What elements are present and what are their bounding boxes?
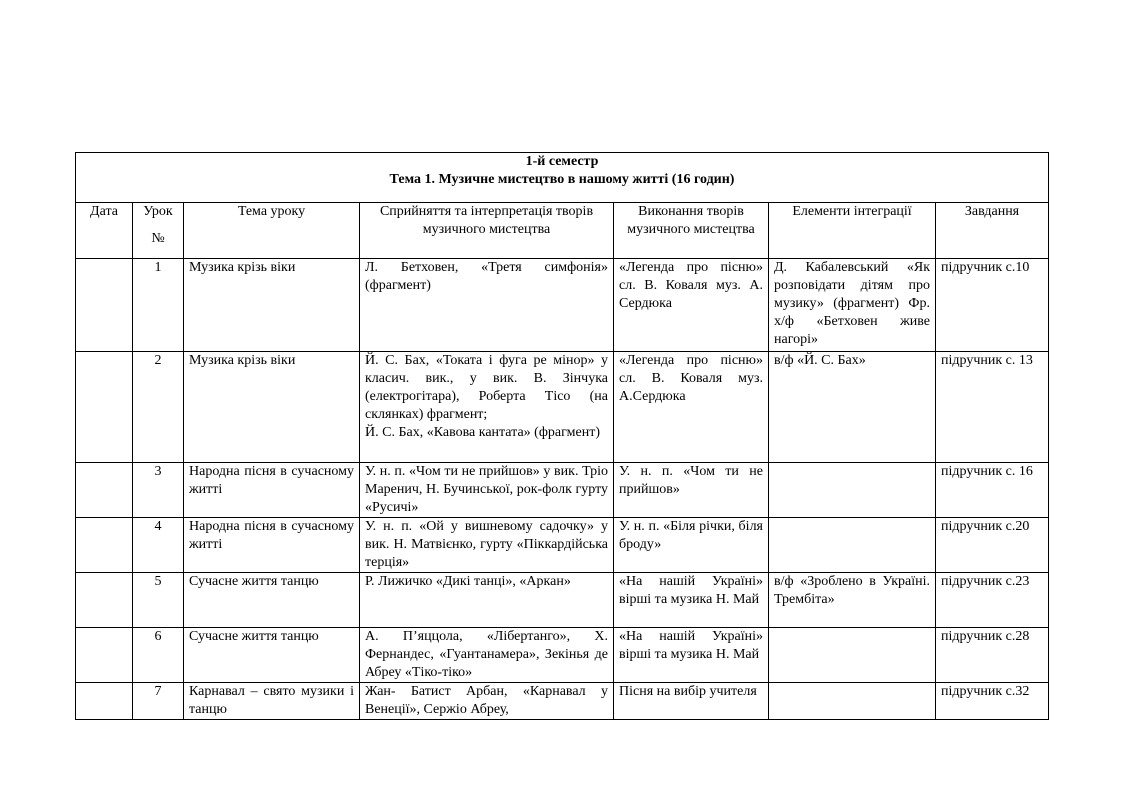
- integration-cell: в/ф «Й. С. Бах»: [769, 352, 936, 463]
- table-row: [76, 518, 1049, 573]
- header-perception: Сприйняття та інтерпретація творів музичного мистецтва: [360, 203, 614, 259]
- date-cell: [76, 463, 133, 518]
- task-cell: підручник с.32: [936, 683, 1049, 720]
- lesson-topic: Сучасне життя танцю: [184, 573, 360, 628]
- lesson-topic: Музика крізь віки: [184, 352, 360, 463]
- performance-cell: У. н. п. «Чом ти не прийшов»: [614, 463, 769, 518]
- task-cell: підручник с.28: [936, 628, 1049, 683]
- table-row: [76, 573, 1049, 628]
- lesson-topic: Сучасне життя танцю: [184, 628, 360, 683]
- performance-cell: «На нашій Україні» вірші та музика Н. Май: [614, 628, 769, 683]
- perception-cell: У. н. п. «Чом ти не прийшов» у вик. Тріо Маренич, Н. Бучинської, рок-фолк гурту «Русичі»: [360, 463, 614, 518]
- lesson-topic: Народна пісня в сучасному житті: [184, 518, 360, 573]
- lesson-number: 3: [133, 463, 184, 518]
- header-performance: Виконання творів музичного мистецтва: [614, 203, 769, 259]
- theme-title: Тема 1. Музичне мистецтво в нашому житті (16 годин): [389, 172, 735, 187]
- performance-cell: «На нашій Україні» вірші та музика Н. Май: [614, 573, 769, 628]
- task-cell: підручник с.10: [936, 259, 1049, 352]
- semester-header-row: [76, 153, 1049, 203]
- date-cell: [76, 573, 133, 628]
- date-cell: [76, 352, 133, 463]
- perception-cell: Жан- Батист Арбан, «Карнавал у Венеції», Сержіо Абреу,: [360, 683, 614, 720]
- integration-cell: [769, 463, 936, 518]
- perception-text-2: Й. С. Бах, «Кавова кантата» (фрагмент): [365, 425, 601, 440]
- perception-cell: У. н. п. «Ой у вишневому садочку» у вик. Н. Матвієнко, гурту «Піккардійська терція»: [360, 518, 614, 573]
- lesson-number: 4: [133, 518, 184, 573]
- task-cell: підручник с.23: [936, 573, 1049, 628]
- lesson-plan-table: [75, 152, 1049, 720]
- performance-cell: У. н. п. «Біля річки, біля броду»: [614, 518, 769, 573]
- task-cell: підручник с. 13: [936, 352, 1049, 463]
- perception-cell: [360, 352, 614, 463]
- perception-text: Й. С. Бах, «Токата і фуга ре мінор» у класич. вик., у вик. В. Зінчука (електрогітара), Роберта Тісо (на склянках) фрагмент;: [365, 353, 608, 422]
- lesson-topic: Народна пісня в сучасному житті: [184, 463, 360, 518]
- lesson-number: 5: [133, 573, 184, 628]
- header-topic: Тема уроку: [184, 203, 360, 259]
- table-row: [76, 352, 1049, 463]
- date-cell: [76, 259, 133, 352]
- performance-cell: «Легенда про пісню» сл. В. Коваля муз. А.Сердюка: [614, 352, 769, 463]
- date-cell: [76, 518, 133, 573]
- table-row: [76, 259, 1049, 352]
- column-header-row: [76, 203, 1049, 259]
- date-cell: [76, 628, 133, 683]
- perception-cell: Р. Лижичко «Дикі танці», «Аркан»: [360, 573, 614, 628]
- lesson-topic: Музика крізь віки: [184, 259, 360, 352]
- perception-cell: Л. Бетховен, «Третя симфонія» (фрагмент): [360, 259, 614, 352]
- task-cell: підручник с. 16: [936, 463, 1049, 518]
- header-lesson: [133, 203, 184, 259]
- integration-cell: [769, 518, 936, 573]
- table-row: [76, 628, 1049, 683]
- task-cell: підручник с.20: [936, 518, 1049, 573]
- header-task: Завдання: [936, 203, 1049, 259]
- integration-cell: Д. Кабалевський «Як розповідати дітям про музику» (фрагмент) Фр. х/ф «Бетховен живе нагорі»: [769, 259, 936, 352]
- table-row: [76, 463, 1049, 518]
- performance-cell: «Легенда про пісню» сл. В. Коваля муз. А. Сердюка: [614, 259, 769, 352]
- integration-cell: в/ф «Зроблено в Україні. Трембіта»: [769, 573, 936, 628]
- header-lesson-label: Урок: [143, 204, 173, 219]
- date-cell: [76, 683, 133, 720]
- semester-title: 1-й семестр: [525, 154, 599, 169]
- header-lesson-num: №: [151, 231, 165, 246]
- integration-cell: [769, 683, 936, 720]
- performance-cell: Пісня на вибір учителя: [614, 683, 769, 720]
- lesson-topic: Карнавал – свято музики і танцю: [184, 683, 360, 720]
- header-integration: Елементи інтеграції: [769, 203, 936, 259]
- header-date: Дата: [76, 203, 133, 259]
- lesson-number: 1: [133, 259, 184, 352]
- integration-cell: [769, 628, 936, 683]
- lesson-number: 7: [133, 683, 184, 720]
- lesson-number: 2: [133, 352, 184, 463]
- table-row: [76, 683, 1049, 720]
- perception-cell: А. П’яццола, «Лібертанго», Х. Фернандес, «Гуантанамера», Зекінья де Абреу «Тіко-тіко»: [360, 628, 614, 683]
- semester-header-cell: [76, 153, 1049, 203]
- lesson-number: 6: [133, 628, 184, 683]
